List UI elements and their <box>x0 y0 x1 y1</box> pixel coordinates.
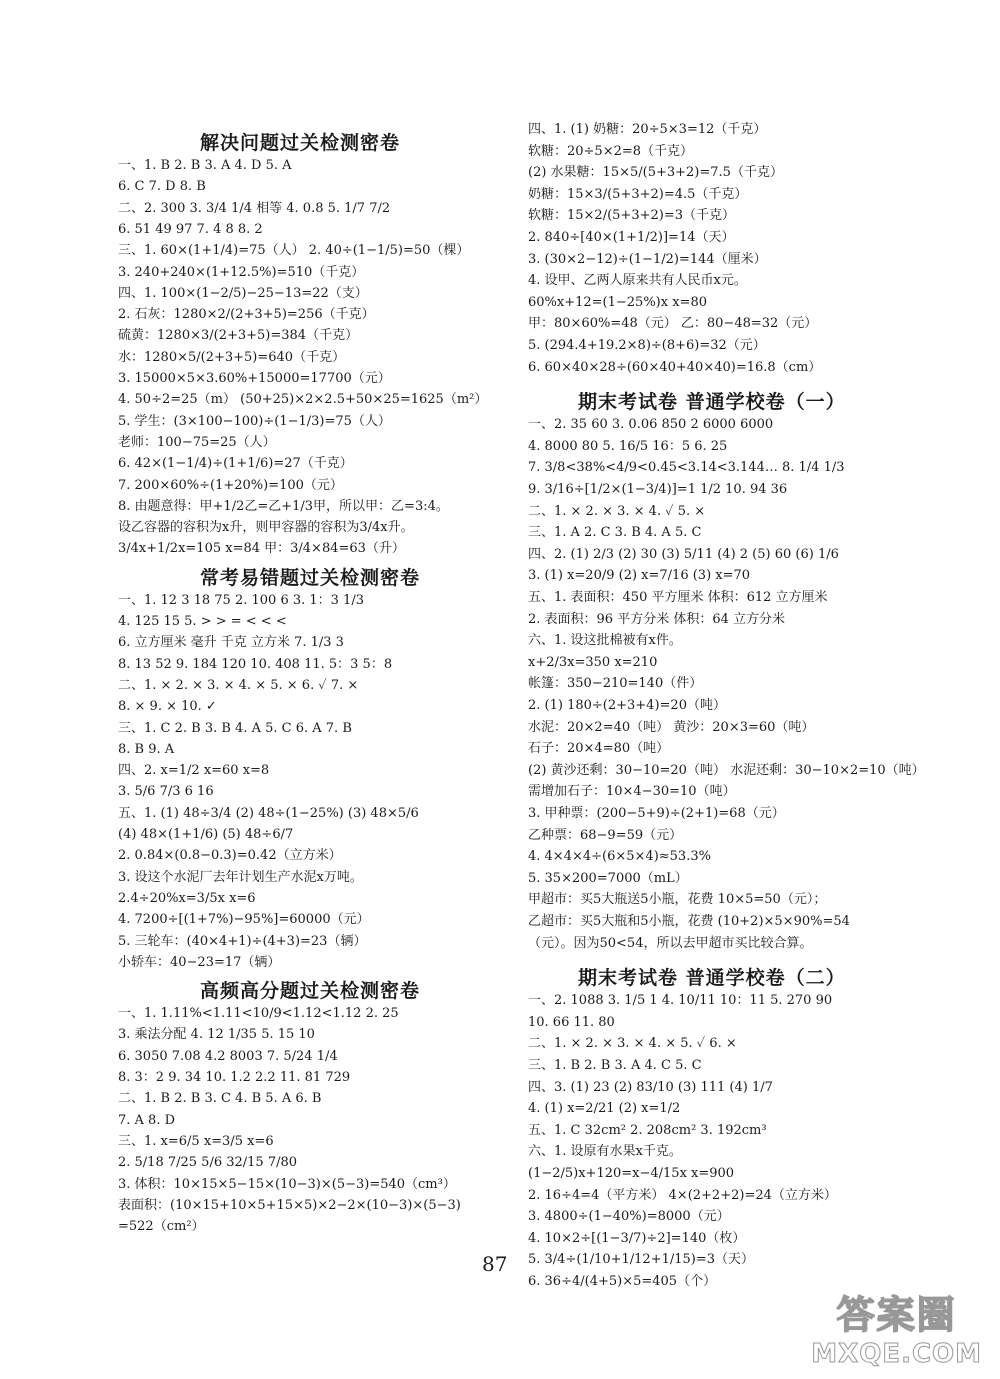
answer-line: 乙超市：买5大瓶和5小瓶，花费 (10+2)×5×90%=54 <box>528 914 850 929</box>
answer-line: 软糖：20÷5×2=8（千克） <box>528 143 694 159</box>
section-heading: 解决问题过关检测密卷 <box>200 132 401 154</box>
answer-line: 四、2. (1) 2/3 (2) 30 (3) 5/11 (4) 2 (5) 60 (6) 1/6 <box>528 546 839 562</box>
answer-line: 5. 学生：(3×100−100)÷(1−1/3)=75（人） <box>118 413 391 429</box>
answer-line: 四、1. 100×(1−2/5)−25−13=22（支） <box>118 285 368 301</box>
answer-line: (4) 48×(1+1/6) (5) 48÷6/7 <box>118 827 294 842</box>
answer-line: 2. 表面积：96 平方分米 体积：64 立方分米 <box>528 611 786 627</box>
answer-line: 二、1. × 2. × 3. × 4. × 5. ✓ 6. × <box>528 1036 737 1052</box>
answer-line: 8. 3：2 9. 34 10. 1.2 2.2 11. 81 729 <box>118 1070 351 1085</box>
answer-line: 2. 16÷4=4（平方米） 4×(2+2+2)=24（立方米） <box>528 1187 837 1203</box>
answer-line: 表面积：(10×15+10×5+15×5)×2−2×(10−3)×(5−3) <box>118 1197 461 1213</box>
answer-line: 二、1. × 2. × 3. × 4. × 5. × 6. ✓ 7. × <box>118 677 359 693</box>
answer-line: 甲：80×60%=48（元） 乙：80−48=32（元） <box>528 316 818 332</box>
answer-line: 一、1. 1.11%<1.11<10/9<1.12<1.12̇ 2. 25 <box>118 1006 399 1022</box>
answer-line: 2. (1) 180÷(2+3+4)=20（吨） <box>528 698 726 713</box>
answer-line: 3. 4800÷(1−40%)=8000（元） <box>528 1209 730 1225</box>
answer-line: 帐篷：350−210=140（件） <box>528 676 703 692</box>
answer-line: 二、2. 300 3. 3/4 1/4 相等 4. 0.8 5. 1/7 7/2 <box>118 200 391 216</box>
answer-line: 2. 5/18 7/25 5/6 32/15 7/80 <box>118 1155 298 1171</box>
answer-line: 3. 5/6 7/3 6 16 <box>118 784 214 800</box>
answer-line: 五、1. C 32cm² 2. 208cm² 3. 192cm³ <box>528 1122 767 1138</box>
answer-line: 三、1. x=6/5 x=3/5 x=6 <box>118 1133 274 1149</box>
answer-line: 三、1. A 2. C 3. B 4. A 5. C <box>528 525 702 541</box>
answer-line: 3. 15000×5×3.60%+15000=17700（元） <box>118 371 391 386</box>
answer-line: 4. 8000 80 5. 16/5 16：5 6. 25 <box>528 438 728 454</box>
watermark-line1: 答案圈 <box>836 1293 957 1337</box>
answer-line: 五、1. (1) 48÷3/4 (2) 48÷(1−25%) (3) 48×5/6 <box>118 805 419 821</box>
answer-line: 10. 66 11. 80 <box>528 1014 615 1030</box>
answer-line: 3. 乘法分配 4. 12 1/35 5. 15 10 <box>118 1027 315 1043</box>
answer-line: 四、3. (1) 23 (2) 83/10 (3) 111 (4) 1/7 <box>528 1079 773 1095</box>
answer-line: 6. 立方厘米 毫升 千克 立方米 7. 1/3 3 <box>118 635 344 651</box>
answer-line: 6. 60×40×28÷(60×40+40×40)=16.8（cm） <box>528 359 822 375</box>
answer-line: 5. 35×200=7000（mL） <box>528 870 688 886</box>
answer-line: 奶糖：15×3/(5+3+2)=4.5（千克） <box>528 186 748 202</box>
answer-line: 6. C 7. D 8. B <box>118 179 206 195</box>
answer-line: 甲超市：买5大瓶送5小瓶，花费 10×5=50（元）； <box>528 892 827 908</box>
section-heading: 期末考试卷 普通学校卷（二） <box>578 967 846 990</box>
section-heading: 高频高分题过关检测密卷 <box>200 980 421 1003</box>
answer-line: 3/4x+1/2x=105 x=84 甲：3/4×84=63（升） <box>118 541 405 557</box>
answer-line: 6. 51 49 97 7. 4 8 8. 2 <box>118 221 263 237</box>
watermark-line2: MXQE.COM <box>811 1339 982 1369</box>
answer-line: 8. 13 52 9. 184 120 10. 408 11. 5：3 5：8 <box>118 656 393 672</box>
page-number: 87 <box>482 1252 508 1276</box>
answer-line: 3. (30×2−12)÷(1−1/2)=144（厘米） <box>528 251 767 267</box>
answer-line: 4. 10×2÷[(1−3/7)÷2]=140（枚） <box>528 1230 746 1246</box>
section-heading: 期末考试卷 普通学校卷（一） <box>578 391 846 414</box>
answer-line: 软糖：15×2/(5+3+2)=3（千克） <box>528 208 735 224</box>
answer-line: 60%x+12=(1−25%)x x=80 <box>528 294 707 310</box>
answer-line: 四、1. (1) 奶糖：20÷5×3=12（千克） <box>528 122 767 137</box>
answer-line: 7. 3/8<38%<4/9<0.45<3.14<3.144… 8. 1/4 1/3 <box>528 460 845 476</box>
answer-line: 老师：100−75=25（人） <box>118 434 276 450</box>
answer-line: 水：1280×5/(2+3+5)=640（千克） <box>118 349 346 365</box>
answer-line: 硫黄：1280×3/(2+3+5)=384（千克） <box>118 328 359 344</box>
answer-line: 4. 4×4×4÷(6×5×4)≈53.3% <box>528 849 711 865</box>
answer-line: 4. 125 15 5. > > = < < < <box>118 614 287 629</box>
answer-line: 7. A 8. D <box>118 1112 176 1128</box>
answer-line: 8. × 9. × 10. ✓ <box>118 699 217 715</box>
answer-line: (2) 黄沙还剩：30−10=20（吨） 水泥还剩：30−10×2=10（吨） <box>528 762 925 778</box>
answer-line: 六、1. 设原有水果x千克。 <box>528 1144 682 1160</box>
answer-line: 小轿车：40−23=17（辆） <box>118 954 281 970</box>
answer-line: 4. 设甲、乙两人原来共有人民币x元。 <box>528 273 747 289</box>
answer-line: 3. (1) x=20/9 (2) x=7/16 (3) x=70 <box>528 568 751 584</box>
answer-line: 六、1. 设这批棉被有x件。 <box>528 633 682 649</box>
answer-line: 四、2. x=1/2 x=60 x=8 <box>118 763 270 779</box>
answer-line: 设乙容器的容积为x升，则甲容器的容积为3/4x升。 <box>118 520 414 536</box>
answer-line: 三、1. 60×(1+1/4)=75（人） 2. 40÷(1−1/5)=50（棵） <box>118 243 470 259</box>
answer-line: 水泥：20×2=40（吨） 黄沙：20×3=60（吨） <box>528 719 815 735</box>
answer-line: (2) 水果糖：15×5/(5+3+2)=7.5（千克） <box>528 165 783 181</box>
answer-line: 8. 由题意得：甲+1/2乙=乙+1/3甲，所以甲：乙=3:4。 <box>118 498 449 514</box>
watermark-logo <box>811 1284 982 1369</box>
answer-line: 5. (294.4+19.2×8)÷(8+6)=32（元） <box>528 338 766 353</box>
answer-line: 6. 36÷4/(4+5)×5=405（个） <box>528 1274 717 1289</box>
answer-line: 3. 体积：10×15×5−15×(10−3)×(5−3)=540（cm³） <box>118 1176 456 1192</box>
answer-line: 一、1. B 2. B 3. A 4. D 5. A <box>118 158 292 173</box>
answer-line: =522（cm²） <box>118 1219 205 1235</box>
answer-line: 石子：20×4=80（吨） <box>528 741 670 757</box>
answer-line: 4. 7200÷[(1+7%)−95%]=60000（元） <box>118 912 370 928</box>
answer-line: 3. 甲种票：(200−5+9)÷(2+1)=68（元） <box>528 806 785 821</box>
answer-line: 乙种票：68−9=59（元） <box>528 827 683 843</box>
answer-line: 7. 200×60%÷(1+20%)=100（元） <box>118 477 343 493</box>
answer-line: 5. 3/4÷(1/10+1/12+1/15)=3（天） <box>528 1252 755 1268</box>
section-heading: 常考易错题过关检测密卷 <box>200 566 421 589</box>
answer-line: 6. 42×(1−1/4)÷(1+1/6)=27（千克） <box>118 456 353 472</box>
answer-line: 9. 3/16÷[1/2×(1−3/4)]=1 1/2 10. 94 36 <box>528 482 788 497</box>
answer-line: 3. 240+240×(1+12.5%)=510（千克） <box>118 264 365 280</box>
answer-line: 一、1. 12 3 18 75 2. 100 6 3. 1：3 1/3 <box>118 592 364 608</box>
answer-line: 3. 设这个水泥厂去年计划生产水泥x万吨。 <box>118 869 363 885</box>
answer-line: （元）。因为50<54，所以去甲超市买比较合算。 <box>528 935 813 951</box>
answer-line: 2. 0.84×(0.8−0.3)=0.42（立方米） <box>118 848 342 864</box>
answer-line: 2. 石灰：1280×2/(2+3+5)=256（千克） <box>118 307 375 323</box>
answer-line: (1−2/5)x+120=x−4/15x x=900 <box>528 1166 735 1181</box>
answer-line: 4. 50÷2=25（m） (50+25)×2×2.5+50×25=1625（m²） <box>118 392 488 408</box>
answer-line: 需增加石子：10×4−30=10（吨） <box>528 784 736 800</box>
answer-line: 三、1. C 2. B 3. B 4. A 5. C 6. A 7. B <box>118 720 352 736</box>
answer-line: 8. B 9. A <box>118 741 175 757</box>
answer-line: 二、1. B 2. B 3. C 4. B 5. A 6. B <box>118 1091 322 1107</box>
answer-line: 4. (1) x=2/21 (2) x=1/2 <box>528 1101 681 1117</box>
answer-line: 2.4÷20%x=3/5x x=6 <box>118 890 256 906</box>
answer-line: 二、1. × 2. × 3. × 4. ✓ 5. × <box>528 503 706 519</box>
answer-line: 五、1. 表面积：450 平方厘米 体积：612 立方厘米 <box>528 590 828 605</box>
answer-line: 6. 3050 7.08 4.2 8003 7. 5/24 1/4 <box>118 1048 338 1064</box>
answer-line: 一、2. 35 60 3. 0.06 850 2 6000 6000 <box>528 417 774 433</box>
answer-line: 三、1. B 2. B 3. A 4. C 5. C <box>528 1058 702 1073</box>
answer-line: 一、2. 1088 3. 1/5 1 4. 10/11 10：11 5. 270 90 <box>528 993 833 1009</box>
answer-line: 5. 三轮车：(40×4+1)÷(4+3)=23（辆） <box>118 933 367 949</box>
answer-line: 2. 840÷[40×(1+1/2)]=14（天） <box>528 230 735 245</box>
answer-line: x+2/3x=350 x=210 <box>528 654 658 670</box>
